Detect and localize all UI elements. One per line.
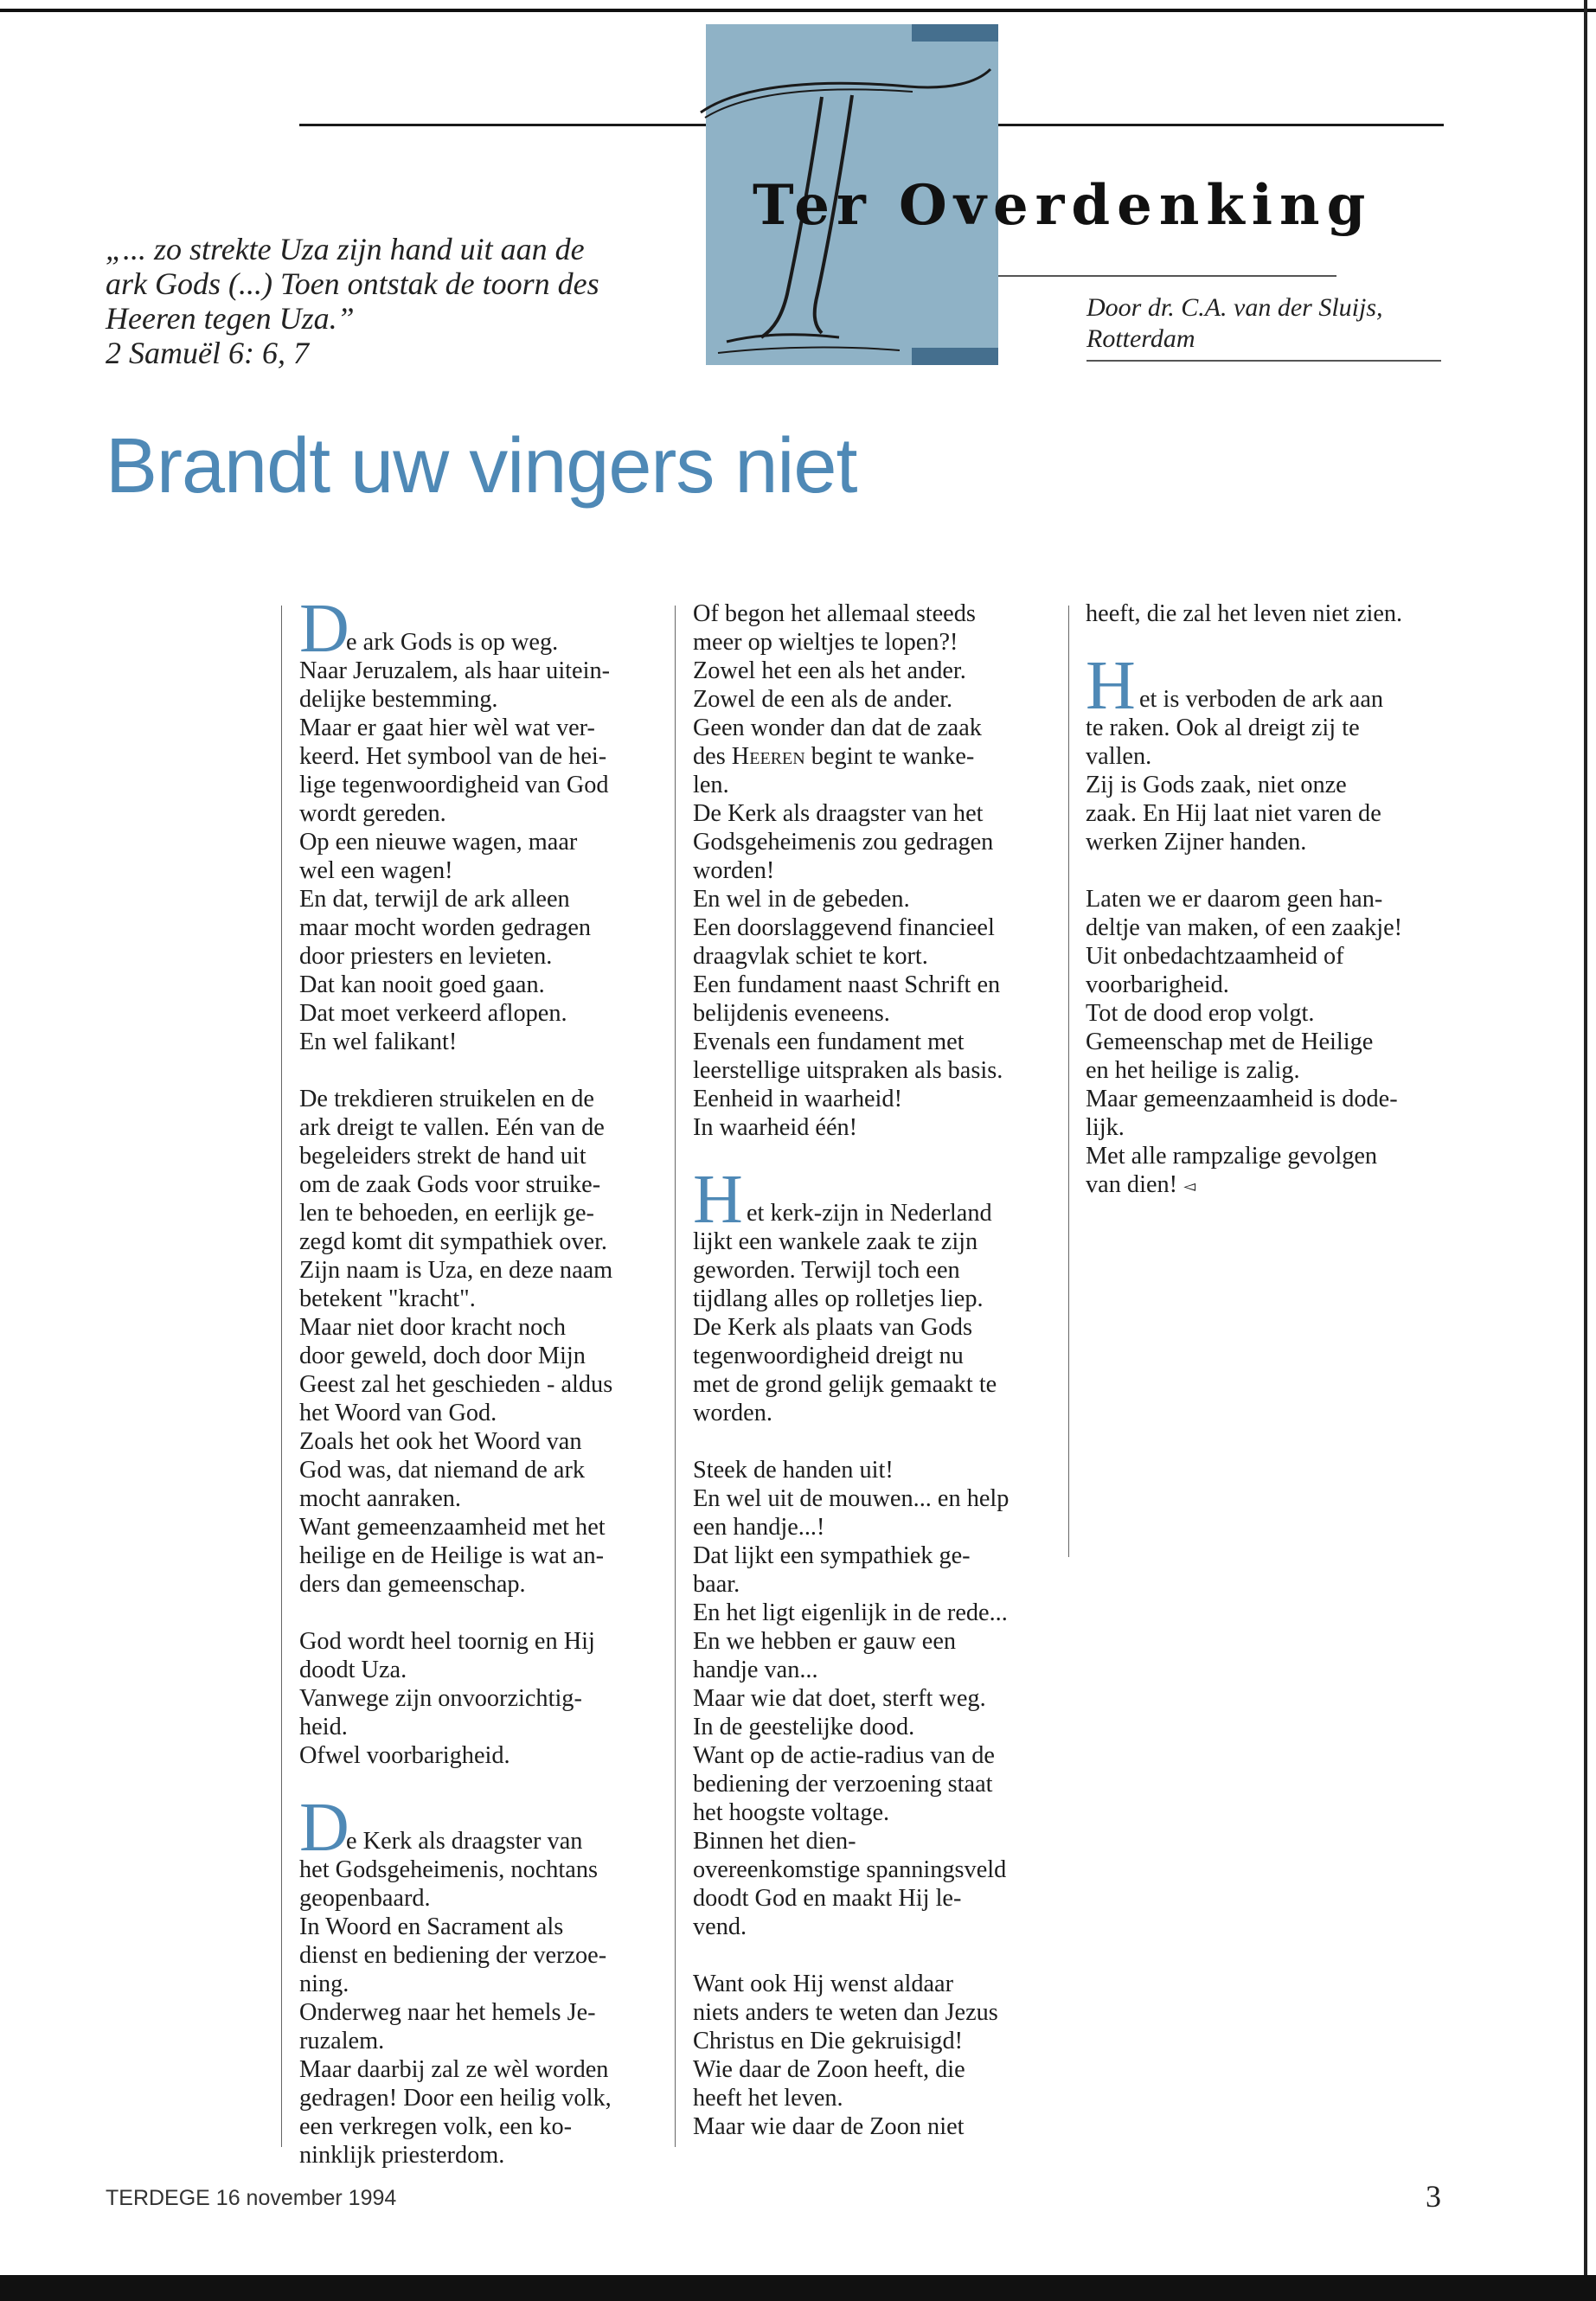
text-line: worden.	[693, 1400, 772, 1426]
text-line: Maar er gaat hier wèl wat ver-	[299, 715, 595, 741]
text-line: len te behoeden, en eerlijk ge-	[299, 1200, 594, 1227]
byline-author: Door dr. C.A. van der Sluijs,	[1086, 293, 1383, 322]
text-line: lijk.	[1086, 1114, 1125, 1141]
dropcap-line: e ark Gods is op weg.	[346, 629, 559, 656]
text-line: dienst en bediening der verzoe-	[299, 1942, 607, 1969]
text-line: Wie daar de Zoon heeft, die	[693, 2056, 965, 2083]
text-line	[1086, 1170, 1458, 1199]
text-line: Maar wie dat doet, sterft weg.	[693, 1685, 986, 1712]
text-line: Steek de handen uit!	[693, 1457, 894, 1484]
text-line: te raken. Ook al dreigt zij te	[1086, 715, 1360, 741]
text-line: heilige en de Heilige is wat an-	[299, 1542, 605, 1569]
text-line: zegd komt dit sympathiek over.	[299, 1228, 608, 1255]
text-line: met de grond gelijk gemaakt te	[693, 1371, 997, 1398]
text-line: Zowel het een als het ander.	[693, 657, 966, 684]
article-column-3	[1086, 599, 1458, 1199]
text-line: Of begon het allemaal steeds	[693, 600, 976, 627]
text-line: Met alle rampzalige gevolgen	[1086, 1143, 1378, 1170]
text-line: ark dreigt te vallen. Eén van de	[299, 1114, 605, 1141]
paragraph	[693, 1227, 1035, 1427]
text-line: Ofwel voorbarigheid.	[299, 1742, 510, 1769]
paragraph	[1086, 714, 1458, 856]
text-line: Een doorslaggevend financieel	[693, 914, 995, 941]
dropcap: H	[693, 1162, 743, 1238]
text-line: Want gemeenzaamheid met het	[299, 1514, 606, 1541]
text-line: deltje van maken, of een zaakje!	[1086, 914, 1403, 941]
text-line: heeft het leven.	[693, 2085, 843, 2112]
text-line: De Kerk als plaats van Gods	[693, 1314, 972, 1341]
text-line: Op een nieuwe wagen, maar	[299, 829, 578, 856]
dropcap: H	[1086, 648, 1136, 724]
text-line: Uit onbedachtzaamheid of	[1086, 943, 1344, 970]
article-column-1	[299, 591, 641, 2170]
text-line: tegenwoordigheid dreigt nu	[693, 1343, 964, 1369]
text-line: Geest zal het geschieden - aldus	[299, 1371, 613, 1398]
text-line: werken Zijner handen.	[1086, 829, 1307, 856]
column-divider	[1068, 606, 1069, 1557]
text-line: Onderweg naar het hemels Je-	[299, 1999, 596, 2026]
text-line: doodt Uza.	[299, 1657, 407, 1683]
text-line: Zoals het ook het Woord van	[299, 1428, 582, 1455]
paragraph	[299, 1085, 641, 1599]
text-line: Naar Jeruzalem, als haar uitein-	[299, 657, 611, 684]
text-line: vallen.	[1086, 743, 1152, 770]
dropcap-line: e Kerk als draagster van	[346, 1828, 583, 1855]
column-divider	[281, 606, 282, 2147]
text-line: het Godsgeheimenis, nochtans	[299, 1856, 598, 1883]
dropcap-line: et is verboden de ark aan	[1139, 686, 1384, 713]
text-line: God was, dat niemand de ark	[299, 1457, 586, 1484]
text-line: voorbarigheid.	[1086, 971, 1229, 998]
text-line: het hoogste voltage.	[693, 1799, 890, 1826]
text-line: Maar daarbij zal ze wèl worden	[299, 2056, 609, 2083]
footer-publication: TERDEGE 16 november 1994	[106, 2186, 397, 2210]
text-line: doodt God en maakt Hij le-	[693, 1885, 962, 1912]
text-line: een handje...!	[693, 1514, 825, 1541]
text-line: In de geestelijke dood.	[693, 1714, 915, 1740]
text-line: leerstellige uitspraken als basis.	[693, 1057, 1003, 1084]
dropcap: D	[299, 1790, 349, 1866]
text-line: In waarheid één!	[693, 1114, 858, 1141]
text-line: overeenkomstige spanningsveld	[693, 1856, 1007, 1883]
text-fragment: van dien!	[1086, 1171, 1184, 1198]
paragraph	[1086, 599, 1458, 628]
text-line: bediening der verzoening staat	[693, 1771, 993, 1798]
text-line: Een fundament naast Schrift en	[693, 971, 1001, 998]
text-line: ning.	[299, 1971, 349, 1997]
text-line: lige tegenwoordigheid van God	[299, 772, 609, 798]
dropcap-row	[299, 1790, 641, 1866]
text-line: worden!	[693, 857, 775, 884]
text-line: Maar wie daar de Zoon niet	[693, 2113, 965, 2140]
text-line: baar.	[693, 1571, 740, 1598]
text-line: Want op de actie-radius van de	[693, 1742, 995, 1769]
text-line: heid.	[299, 1714, 348, 1740]
dropcap-row	[299, 591, 641, 667]
text-line: Dat kan nooit goed gaan.	[299, 971, 545, 998]
text-line: God wordt heel toornig en Hij	[299, 1628, 595, 1655]
page-number: 3	[1426, 2179, 1441, 2214]
text-line: En wel uit de mouwen... en help	[693, 1485, 1010, 1512]
text-line: geworden. Terwijl toch een	[693, 1257, 960, 1284]
text-line: Maar niet door kracht noch	[299, 1314, 567, 1341]
quote-line: Heeren tegen Uza.”	[106, 301, 355, 336]
text-line: mocht aanraken.	[299, 1485, 461, 1512]
article-headline: Brandt uw vingers niet	[106, 423, 857, 510]
text-line: Godsgeheimenis zou gedragen	[693, 829, 994, 856]
quote-reference: 2 Samuël 6: 6, 7	[106, 336, 309, 370]
text-line: Tot de dood erop volgt.	[1086, 1000, 1315, 1027]
byline	[1086, 292, 1450, 355]
text-line: een verkregen volk, een ko-	[299, 2113, 573, 2140]
byline-city: Rotterdam	[1086, 324, 1195, 353]
text-line: Dat moet verkeerd aflopen.	[299, 1000, 567, 1027]
text-line: door geweld, doch door Mijn	[299, 1343, 586, 1369]
text-line: handje van...	[693, 1657, 818, 1683]
text-line: In Woord en Sacrament als	[299, 1913, 564, 1940]
text-line: ninklijk priesterdom.	[299, 2142, 505, 2169]
text-line: tijdlang alles op rolletjes liep.	[693, 1285, 984, 1312]
text-line: ruzalem.	[299, 2028, 385, 2054]
text-line: betekent "kracht".	[299, 1285, 476, 1312]
text-line: om de zaak Gods voor struike-	[299, 1171, 601, 1198]
article-column-2	[693, 599, 1035, 2141]
dropcap: D	[299, 591, 349, 667]
dropcap-row	[1086, 648, 1458, 724]
text-line: het Woord van God.	[299, 1400, 497, 1426]
text-line: en het heilige is zalig.	[1086, 1057, 1300, 1084]
text-line: wordt gereden.	[299, 800, 446, 827]
page-bottom-border	[0, 2275, 1596, 2301]
text-line: Zij is Gods zaak, niet onze	[1086, 772, 1347, 798]
text-line: draagvlak schiet te kort.	[693, 943, 928, 970]
text-line: Gemeenschap met de Heilige	[1086, 1029, 1374, 1055]
paragraph	[693, 1970, 1035, 2141]
text-line: begeleiders strekt de hand uit	[299, 1143, 586, 1170]
text-line: heeft, die zal het leven niet zien.	[1086, 600, 1403, 627]
text-line: len.	[693, 772, 729, 798]
text-line: Evenals een fundament met	[693, 1029, 965, 1055]
paragraph	[1086, 885, 1458, 1170]
text-line: En wel falikant!	[299, 1029, 458, 1055]
column-divider	[675, 606, 676, 2147]
text-line: En we hebben er gauw een	[693, 1628, 957, 1655]
text-line: geopenbaard.	[299, 1885, 431, 1912]
text-line: Maar gemeenzaamheid is dode-	[1086, 1086, 1398, 1112]
paragraph	[299, 1627, 641, 1770]
text-line: Binnen het dien-	[693, 1828, 856, 1855]
quote-line: ark Gods (...) Toen ontstak de toorn des	[106, 266, 599, 301]
text-line: De trekdieren struikelen en de	[299, 1086, 594, 1112]
paragraph	[693, 771, 1035, 1142]
text-line: zaak. En Hij laat niet varen de	[1086, 800, 1381, 827]
page-top-border	[0, 9, 1596, 12]
text-fragment: begint te wanke-	[804, 743, 975, 770]
page-right-border	[1584, 0, 1587, 2301]
paragraph	[693, 1456, 1035, 1941]
text-line: En het ligt eigenlijk in de rede...	[693, 1599, 1008, 1626]
text-line: ders dan gemeenschap.	[299, 1571, 526, 1598]
text-line: wel een wagen!	[299, 857, 453, 884]
text-line: belijdenis eveneens.	[693, 1000, 890, 1027]
text-line: Christus en Die gekruisigd!	[693, 2028, 964, 2054]
header-rule-right	[998, 124, 1444, 126]
text-line: Vanwege zijn onvoorzichtig-	[299, 1685, 582, 1712]
text-line: Zijn naam is Uza, en deze naam	[299, 1257, 613, 1284]
text-line: meer op wieltjes te lopen?!	[693, 629, 958, 656]
text-line: En wel in de gebeden.	[693, 886, 910, 913]
end-mark-icon: ◅	[1183, 1177, 1195, 1195]
text-line: Eenheid in waarheid!	[693, 1086, 902, 1112]
quote-line: „... zo strekte Uza zijn hand uit aan de	[106, 232, 585, 266]
text-line: Zowel de een als de ander.	[693, 686, 953, 713]
heeren-smallcaps: Heeren	[731, 743, 805, 770]
text-line: Laten we er daarom geen han-	[1086, 886, 1383, 913]
text-line: gedragen! Door een heilig volk,	[299, 2085, 612, 2112]
dropcap-line: et kerk-zijn in Nederland	[747, 1200, 992, 1227]
paragraph	[299, 657, 641, 1056]
text-fragment: des	[693, 743, 732, 770]
paragraph	[299, 1856, 641, 2170]
text-line: vend.	[693, 1913, 747, 1940]
text-line	[693, 742, 1035, 771]
text-line: Geen wonder dan dat de zaak	[693, 715, 982, 741]
byline-rule	[1086, 360, 1441, 362]
text-line: Dat lijkt een sympathiek ge-	[693, 1542, 971, 1569]
text-line: lijkt een wankele zaak te zijn	[693, 1228, 978, 1255]
text-line: Want ook Hij wenst aldaar	[693, 1971, 954, 1997]
text-line: door priesters en levieten.	[299, 943, 553, 970]
dropcap-row	[693, 1162, 1035, 1238]
header-rule-left	[299, 124, 706, 126]
text-line: delijke bestemming.	[299, 686, 498, 713]
paragraph	[693, 599, 1035, 742]
text-line: De Kerk als draagster van het	[693, 800, 984, 827]
scripture-quote	[106, 232, 694, 370]
text-line: niets anders te weten dan Jezus	[693, 1999, 998, 2026]
text-line: maar mocht worden gedragen	[299, 914, 592, 941]
text-line: keerd. Het symbool van de hei-	[299, 743, 607, 770]
text-line: En dat, terwijl de ark alleen	[299, 886, 570, 913]
section-title: Ter Overdenking	[753, 173, 1373, 238]
